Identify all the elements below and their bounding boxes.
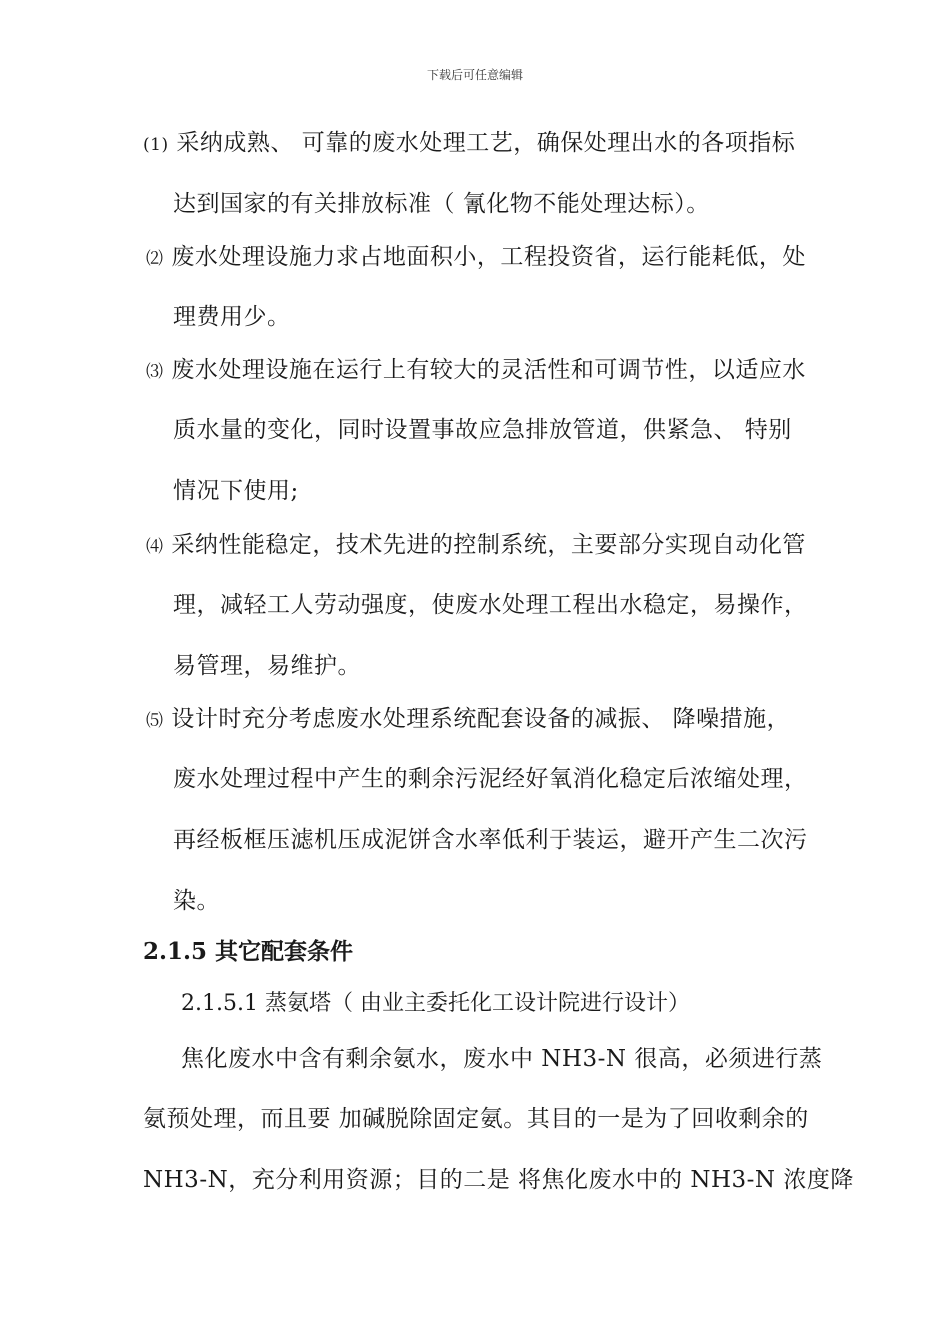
item-number: ⑶ (146, 362, 164, 382)
paragraph-line-1: 焦化废水中含有剩余氨水，废水中 NH3-N 很高，必须进行蒸 (181, 1046, 823, 1072)
subsection-heading: 2.1.5.1 蒸氨塔（ 由业主委托化工设计院进行设计） (181, 991, 690, 1016)
paragraph-line-3: NH3-N，充分利用资源；目的二是 将焦化废水中的 NH3-N 浓度降 (143, 1167, 854, 1193)
item-4-line-2: 理，减轻工人劳动强度，使废水处理工程出水稳定，易操作， (173, 592, 808, 618)
item-text: 采纳性能稳定，技术先进的控制系统，主要部分实现自动化管 (171, 532, 806, 558)
list-item-3 (146, 351, 806, 384)
item-number: (1) (143, 135, 169, 155)
page-header: 下载后可任意编辑 (426, 68, 523, 82)
item-3-line-3: 情况下使用; (173, 478, 299, 504)
item-text: 废水处理设施在运行上有较大的灵活性和可调节性，以适应水 (171, 357, 806, 383)
item-2-line-2: 理费用少。 (173, 304, 291, 330)
item-number: ⑵ (146, 249, 164, 269)
item-text: 废水处理设施力求占地面积小，工程投资省，运行能耗低，处 (171, 244, 806, 270)
paragraph-line-2: 氨预处理，而且要 加碱脱除固定氨。其目的一是为了回收剩余的 (143, 1106, 809, 1132)
list-item-2 (146, 238, 806, 271)
item-number: ⑸ (146, 711, 164, 731)
item-5-line-3: 再经板框压滤机压成泥饼含水率低利于装运，避开产生二次污 (173, 827, 808, 853)
section-heading: 2.1.5 其它配套条件 (143, 938, 354, 965)
item-text: 设计时充分考虑废水处理系统配套设备的减振、 降噪措施， (171, 706, 791, 732)
item-4-line-3: 易管理，易维护。 (173, 653, 361, 679)
item-5-line-2: 废水处理过程中产生的剩余污泥经好氧消化稳定后浓缩处理， (173, 766, 808, 792)
list-item-5 (146, 700, 790, 733)
item-5-line-4: 染。 (173, 888, 220, 914)
item-text: 采纳成熟、 可靠的废水处理工艺，确保处理出水的各项指标 (176, 130, 796, 156)
item-number: ⑷ (146, 537, 164, 557)
item-1-line-2: 达到国家的有关排放标准（ 氰化物不能处理达标）。 (173, 191, 710, 217)
list-item-4 (146, 526, 806, 559)
list-item-1 (143, 124, 795, 157)
item-3-line-2: 质水量的变化，同时设置事故应急排放管道，供紧急、 特别 (173, 417, 792, 443)
